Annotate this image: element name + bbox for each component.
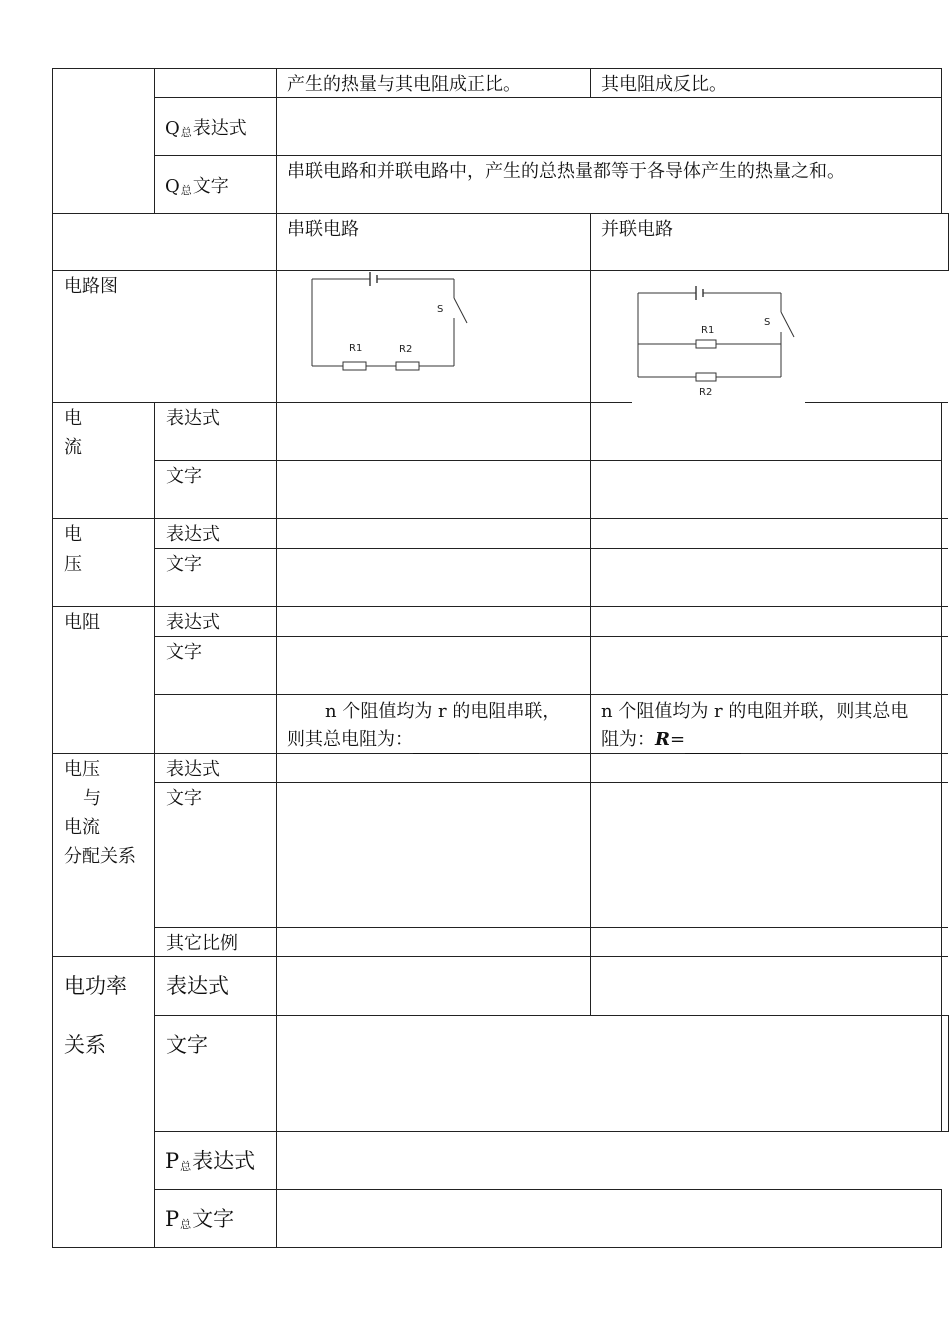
distribution-label-4: 分配关系: [64, 846, 136, 867]
heat-parallel-text: 其电阻成反比。: [601, 74, 727, 95]
line: [52, 1247, 942, 1248]
distribution-label-3: 电流: [64, 817, 100, 838]
series-switch-label: S: [437, 304, 444, 315]
current-label-2: 流: [64, 437, 82, 458]
line: [154, 68, 155, 214]
line: [155, 1189, 942, 1190]
q-letter: Q: [165, 118, 180, 139]
q-letter: Q: [165, 176, 180, 197]
line: [155, 636, 948, 637]
line: [948, 1015, 949, 1132]
p-subscript: 总: [180, 1218, 192, 1231]
line: [52, 213, 948, 214]
power-label-1: 电功率: [64, 974, 127, 998]
line: [52, 68, 53, 1248]
q-total-text-content: 串联电路和并联电路中，产生的总热量都等于各导体产生的热量之和。: [287, 161, 845, 182]
line: [941, 402, 942, 1132]
q-total-text-label: [165, 172, 229, 205]
voltage-text-label: 文字: [166, 554, 202, 575]
power-expr-label: 表达式: [166, 974, 229, 998]
p-letter: P: [165, 1207, 180, 1231]
line: [590, 213, 591, 1016]
line: [155, 1015, 948, 1016]
line: [52, 270, 948, 271]
line: [155, 97, 942, 98]
series-circuit-diagram: [300, 268, 480, 378]
series-n-resistors-line2: [287, 725, 479, 754]
heat-series-text: 产生的热量与其电阻成正比。: [287, 74, 521, 95]
series-n-resistors-line1: n 个阻值均为 r 的电阻串联，: [325, 701, 561, 722]
line: [155, 460, 942, 461]
r-symbol: R: [655, 729, 670, 750]
distribution-label-1: 电压: [64, 759, 100, 780]
series-answer-blank: [413, 733, 479, 754]
distribution-expr-label: 表达式: [166, 759, 220, 780]
q-subscript: 总: [180, 126, 192, 139]
line: [941, 68, 942, 214]
voltage-expr-label: 表达式: [166, 524, 220, 545]
series-r2-label: R2: [399, 344, 413, 355]
line: [276, 68, 277, 1248]
line: [52, 402, 632, 403]
parallel-r2-label: R2: [699, 387, 713, 398]
line: [948, 213, 949, 271]
resistance-text-label: 文字: [166, 642, 202, 663]
parallel-circuit-diagram: [628, 280, 808, 402]
line: [155, 155, 942, 156]
line: [154, 402, 155, 1248]
line: [941, 1189, 942, 1248]
header-parallel: 并联电路: [601, 219, 673, 240]
voltage-label-2: 压: [64, 554, 82, 575]
line: [155, 927, 948, 928]
distribution-text-label: 文字: [166, 788, 202, 809]
q-subscript: 总: [180, 184, 192, 197]
current-label-1: 电: [64, 408, 82, 429]
distribution-other-label: 其它比例: [166, 933, 238, 954]
series-r1-label: R1: [349, 343, 363, 354]
parallel-switch-label: S: [764, 317, 771, 328]
p-total-text-label: [165, 1205, 234, 1239]
p-expr-word: 表达式: [192, 1149, 256, 1173]
line: [52, 606, 948, 607]
line: [590, 68, 591, 97]
parallel-n-resistors-line1: n 个阻值均为 r 的电阻并联，则其总电: [601, 701, 909, 722]
p-letter: P: [165, 1149, 180, 1173]
power-text-label: 文字: [166, 1033, 208, 1057]
line: [52, 753, 948, 754]
line: [155, 694, 948, 695]
line: [805, 402, 948, 403]
line: [52, 68, 942, 69]
resistance-label: 电阻: [64, 612, 100, 633]
power-label-2: 关系: [64, 1033, 106, 1057]
equals-sign: =: [669, 729, 686, 750]
p-subscript: 总: [180, 1160, 192, 1173]
parallel-r1-label: R1: [701, 325, 715, 336]
series-n-question: 则其总电阻为：: [287, 729, 413, 750]
line: [155, 548, 948, 549]
voltage-label-1: 电: [64, 524, 82, 545]
parallel-answer-blank: [685, 733, 741, 754]
current-expr-label: 表达式: [166, 408, 220, 429]
circuit-row-label: 电路图: [64, 276, 118, 297]
q-expr-word: 表达式: [192, 118, 247, 139]
header-series: 串联电路: [287, 219, 359, 240]
q-text-word: 文字: [192, 176, 229, 197]
parallel-n-resistors-line2: [601, 725, 741, 754]
resistance-expr-label: 表达式: [166, 612, 220, 633]
parallel-n-question: 阻为：: [601, 729, 655, 750]
line: [155, 782, 948, 783]
distribution-label-2: 与: [83, 788, 101, 809]
line: [155, 1131, 948, 1132]
q-total-expression-label: [165, 114, 247, 147]
p-total-expression-label: [165, 1147, 255, 1181]
current-text-label: 文字: [166, 466, 202, 487]
line: [52, 518, 948, 519]
p-text-word: 文字: [192, 1207, 235, 1231]
